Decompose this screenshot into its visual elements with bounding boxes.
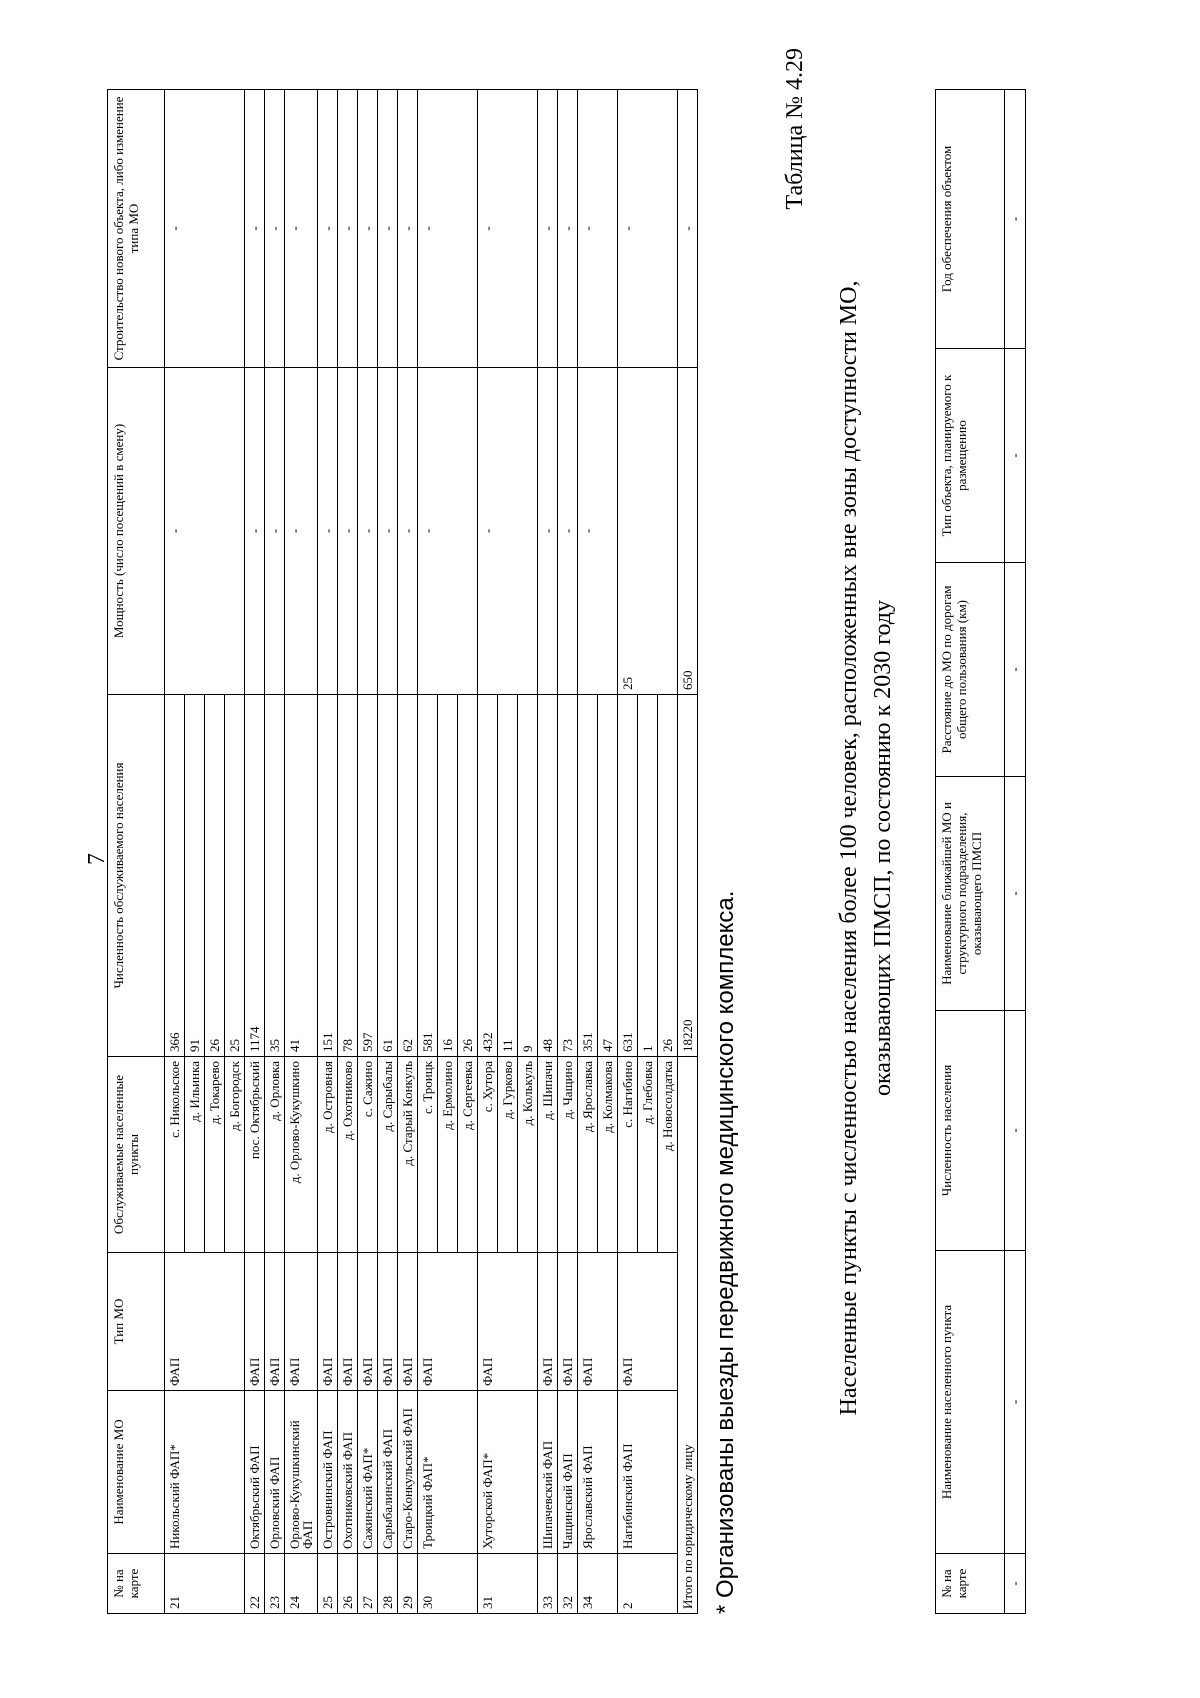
settlement-population: 631 bbox=[618, 695, 638, 1057]
header-cell: Тип объекта, планируемого к размещению bbox=[936, 349, 1005, 563]
mo-type: ФАП bbox=[618, 1253, 638, 1391]
mo-name: Островнинский ФАП bbox=[318, 1391, 338, 1554]
header-cell: Наименование МО bbox=[108, 1391, 165, 1554]
mo-type bbox=[438, 1253, 458, 1391]
table-header-row bbox=[108, 90, 165, 1614]
new-construction bbox=[458, 90, 478, 368]
settlement-population: 26 bbox=[205, 695, 225, 1057]
table-row bbox=[165, 90, 185, 1614]
map-number: 31 bbox=[478, 1554, 498, 1614]
header-cell: Мощность (число посещений в смену) bbox=[108, 368, 165, 695]
mo-power bbox=[185, 368, 205, 695]
mo-type: ФАП bbox=[165, 1253, 185, 1391]
mo-power: - bbox=[398, 368, 418, 695]
new-construction: - bbox=[418, 90, 438, 368]
map-number bbox=[185, 1554, 205, 1614]
mo-name: Орлово-Кукушкинский ФАП bbox=[285, 1391, 318, 1554]
new-construction: - bbox=[538, 90, 558, 368]
map-number: 26 bbox=[338, 1554, 358, 1614]
settlement-population: 61 bbox=[378, 695, 398, 1057]
settlement-population: 41 bbox=[285, 695, 318, 1057]
map-number: 24 bbox=[285, 1554, 318, 1614]
header-cell: Строительство нового объекта, либо изменение типа МО bbox=[108, 90, 165, 368]
table-cell: - bbox=[1005, 777, 1026, 1011]
settlement-name: с. Сажино bbox=[358, 1057, 378, 1253]
mo-type: ФАП bbox=[358, 1253, 378, 1391]
settlement-population: 581 bbox=[418, 695, 438, 1057]
table-row bbox=[438, 90, 458, 1614]
mo-type: ФАП bbox=[578, 1253, 598, 1391]
settlement-name: пос. Октябрьский bbox=[245, 1057, 265, 1253]
settlement-population: 91 bbox=[185, 695, 205, 1057]
new-construction: - bbox=[558, 90, 578, 368]
table-row bbox=[538, 90, 558, 1614]
header-cell: Расстояние до МО по дорогам общего пользования (км) bbox=[936, 563, 1005, 777]
header-cell: Тип МО bbox=[108, 1253, 165, 1391]
mo-type: ФАП bbox=[318, 1253, 338, 1391]
settlement-population: 26 bbox=[458, 695, 478, 1057]
settlement-name: д. Ильинка bbox=[185, 1057, 205, 1253]
mo-type bbox=[598, 1253, 618, 1391]
table-row bbox=[658, 90, 678, 1614]
table-row bbox=[498, 90, 518, 1614]
settlement-population: 73 bbox=[558, 695, 578, 1057]
mo-power bbox=[225, 368, 245, 695]
total-label: Итого по юридическому лицу bbox=[678, 1057, 698, 1614]
mo-type bbox=[185, 1253, 205, 1391]
table-row bbox=[358, 90, 378, 1614]
map-number bbox=[518, 1554, 538, 1614]
map-number: 21 bbox=[165, 1554, 185, 1614]
mo-power bbox=[658, 368, 678, 695]
map-number: 28 bbox=[378, 1554, 398, 1614]
mo-type bbox=[638, 1253, 658, 1391]
settlement-name: д. Сарыбалы bbox=[378, 1057, 398, 1253]
mo-type bbox=[658, 1253, 678, 1391]
header-cell: Численность населения bbox=[936, 1011, 1005, 1251]
mo-name: Ярославский ФАП bbox=[578, 1391, 598, 1554]
new-construction bbox=[658, 90, 678, 368]
mo-type bbox=[205, 1253, 225, 1391]
table-row bbox=[185, 90, 205, 1614]
settlement-population: 16 bbox=[438, 695, 458, 1057]
header-cell: Год обеспечения объектом bbox=[936, 90, 1005, 349]
mo-name: Сажинский ФАП* bbox=[358, 1391, 378, 1554]
mo-name: Охотниковский ФАП bbox=[338, 1391, 358, 1554]
new-construction bbox=[518, 90, 538, 368]
table-row bbox=[598, 90, 618, 1614]
new-construction: - bbox=[338, 90, 358, 368]
mo-type bbox=[225, 1253, 245, 1391]
mo-name bbox=[638, 1391, 658, 1554]
table-row bbox=[518, 90, 538, 1614]
settlement-name: д. Гурково bbox=[498, 1057, 518, 1253]
mo-power: - bbox=[318, 368, 338, 695]
table-row bbox=[205, 90, 225, 1614]
total-population: 18220 bbox=[678, 695, 698, 1057]
settlement-population: 351 bbox=[578, 695, 598, 1057]
mo-power bbox=[518, 368, 538, 695]
mo-name: Орловский ФАП bbox=[265, 1391, 285, 1554]
map-number bbox=[438, 1554, 458, 1614]
table-cell: - bbox=[1005, 1554, 1026, 1614]
mo-power bbox=[458, 368, 478, 695]
mo-power bbox=[598, 368, 618, 695]
settlement-population: 26 bbox=[658, 695, 678, 1057]
map-number: 32 bbox=[558, 1554, 578, 1614]
mo-name: Никольский ФАП* bbox=[165, 1391, 185, 1554]
table-row bbox=[338, 90, 358, 1614]
mo-power: - bbox=[578, 368, 598, 695]
mo-power: - bbox=[418, 368, 438, 695]
new-construction: - bbox=[165, 90, 185, 368]
settlement-population: 1 bbox=[638, 695, 658, 1057]
settlement-name: с. Нагибино bbox=[618, 1057, 638, 1253]
mo-name bbox=[458, 1391, 478, 1554]
table-cell: - bbox=[1005, 1251, 1026, 1554]
mo-power: - bbox=[538, 368, 558, 695]
mo-type: ФАП bbox=[265, 1253, 285, 1391]
header-cell: Наименование ближайшей МО и структурного подразделения, оказывающего ПМСП bbox=[936, 777, 1005, 1011]
settlement-name: д. Ермолино bbox=[438, 1057, 458, 1253]
page-number: 7 bbox=[84, 853, 110, 865]
footnote: * Организованы выезды передвижного медицинского комплекса. bbox=[712, 890, 739, 1614]
table-cell: - bbox=[1005, 90, 1026, 349]
table-cell: - bbox=[1005, 1011, 1026, 1251]
header-cell: № на карте bbox=[936, 1554, 1005, 1614]
map-number bbox=[225, 1554, 245, 1614]
settlement-population: 62 bbox=[398, 695, 418, 1057]
settlement-name: д. Колькуль bbox=[518, 1057, 538, 1253]
new-construction: - bbox=[578, 90, 598, 368]
mo-type bbox=[518, 1253, 538, 1391]
new-construction: - bbox=[245, 90, 265, 368]
table-row bbox=[378, 90, 398, 1614]
new-construction: - bbox=[478, 90, 498, 368]
mo-type: ФАП bbox=[285, 1253, 318, 1391]
table-row bbox=[558, 90, 578, 1614]
table-row bbox=[418, 90, 438, 1614]
mo-type: ФАП bbox=[558, 1253, 578, 1391]
total-build: - bbox=[678, 90, 698, 368]
table-row bbox=[578, 90, 598, 1614]
table-row bbox=[318, 90, 338, 1614]
map-number: 23 bbox=[265, 1554, 285, 1614]
settlement-name: д. Шипачи bbox=[538, 1057, 558, 1253]
table-title-line: оказывающих ПМСП, по состоянию к 2030 году bbox=[870, 599, 896, 1097]
settlement-name: д. Колмакова bbox=[598, 1057, 618, 1253]
map-number bbox=[458, 1554, 478, 1614]
settlement-population: 78 bbox=[338, 695, 358, 1057]
table-row bbox=[638, 90, 658, 1614]
settlement-population: 47 bbox=[598, 695, 618, 1057]
settlement-population: 597 bbox=[358, 695, 378, 1057]
mo-type: ФАП bbox=[378, 1253, 398, 1391]
mo-name: Хуторской ФАП* bbox=[478, 1391, 498, 1554]
mo-name: Старо-Конкульский ФАП bbox=[398, 1391, 418, 1554]
settlement-name: д. Ярославка bbox=[578, 1057, 598, 1253]
settlement-name: д. Новосолдатка bbox=[658, 1057, 678, 1253]
total-row bbox=[678, 90, 698, 1614]
new-construction: - bbox=[378, 90, 398, 368]
new-construction: - bbox=[285, 90, 318, 368]
map-number: 25 bbox=[318, 1554, 338, 1614]
new-construction bbox=[598, 90, 618, 368]
header-cell: Численность обслуживаемого населения bbox=[108, 695, 165, 1057]
settlement-population: 35 bbox=[265, 695, 285, 1057]
settlement-name: д. Чащино bbox=[558, 1057, 578, 1253]
map-number: 22 bbox=[245, 1554, 265, 1614]
mo-power: 25 bbox=[618, 368, 638, 695]
mo-name bbox=[498, 1391, 518, 1554]
mo-name: Октябрьский ФАП bbox=[245, 1391, 265, 1554]
mo-type bbox=[458, 1253, 478, 1391]
table-row bbox=[458, 90, 478, 1614]
mo-name bbox=[598, 1391, 618, 1554]
mo-table-body bbox=[165, 90, 678, 1614]
table-row bbox=[478, 90, 498, 1614]
table-title bbox=[832, 48, 900, 1648]
mo-power: - bbox=[265, 368, 285, 695]
mo-power: - bbox=[165, 368, 185, 695]
new-construction: - bbox=[265, 90, 285, 368]
mo-power: - bbox=[245, 368, 265, 695]
mo-name bbox=[185, 1391, 205, 1554]
new-construction bbox=[438, 90, 458, 368]
mo-power bbox=[498, 368, 518, 695]
settlement-name: с. Никольское bbox=[165, 1057, 185, 1253]
settlement-population: 1174 bbox=[245, 695, 265, 1057]
mo-power: - bbox=[378, 368, 398, 695]
map-number bbox=[205, 1554, 225, 1614]
table-row bbox=[398, 90, 418, 1614]
map-number bbox=[658, 1554, 678, 1614]
settlement-name: д. Глебовка bbox=[638, 1057, 658, 1253]
mo-type bbox=[498, 1253, 518, 1391]
mo-type: ФАП bbox=[245, 1253, 265, 1391]
table-cell: - bbox=[1005, 563, 1026, 777]
mo-name bbox=[205, 1391, 225, 1554]
settlement-name: д. Богородск bbox=[225, 1057, 245, 1253]
mo-power bbox=[638, 368, 658, 695]
new-construction bbox=[205, 90, 225, 368]
mo-type: ФАП bbox=[538, 1253, 558, 1391]
header-cell: Наименование населенного пункта bbox=[936, 1251, 1005, 1554]
mo-name: Сарыбалинский ФАП bbox=[378, 1391, 398, 1554]
table-row bbox=[618, 90, 638, 1614]
settlement-population: 151 bbox=[318, 695, 338, 1057]
mo-name: Шипачевский ФАП bbox=[538, 1391, 558, 1554]
settlement-name: д. Токарево bbox=[205, 1057, 225, 1253]
map-number: 27 bbox=[358, 1554, 378, 1614]
header-cell: № на карте bbox=[108, 1554, 165, 1614]
map-number: 30 bbox=[418, 1554, 438, 1614]
mo-power: - bbox=[558, 368, 578, 695]
mo-name bbox=[518, 1391, 538, 1554]
mo-type: ФАП bbox=[418, 1253, 438, 1391]
settlement-population: 366 bbox=[165, 695, 185, 1057]
mo-name: Чащинский ФАП bbox=[558, 1391, 578, 1554]
settlement-name: д. Орлово-Кукушкино bbox=[285, 1057, 318, 1253]
new-construction bbox=[638, 90, 658, 368]
settlement-population: 432 bbox=[478, 695, 498, 1057]
table-row bbox=[245, 90, 265, 1614]
table-caption: Таблица № 4.29 bbox=[782, 48, 808, 210]
settlement-name: с. Хутора bbox=[478, 1057, 498, 1253]
mo-power: - bbox=[478, 368, 498, 695]
table-row bbox=[285, 90, 318, 1614]
total-power: 650 bbox=[678, 368, 698, 695]
map-number: 2 bbox=[618, 1554, 638, 1614]
settlement-name: д. Сергеевка bbox=[458, 1057, 478, 1253]
new-construction: - bbox=[318, 90, 338, 368]
mo-type: ФАП bbox=[398, 1253, 418, 1391]
new-construction: - bbox=[618, 90, 638, 368]
mo-type: ФАП bbox=[338, 1253, 358, 1391]
new-construction bbox=[225, 90, 245, 368]
mo-power: - bbox=[338, 368, 358, 695]
map-number: 29 bbox=[398, 1554, 418, 1614]
mo-name bbox=[438, 1391, 458, 1554]
mo-name: Нагибинский ФАП bbox=[618, 1391, 638, 1554]
settlement-name: д. Островная bbox=[318, 1057, 338, 1253]
map-number: 34 bbox=[578, 1554, 598, 1614]
table-cell: - bbox=[1005, 349, 1026, 563]
settlement-population: 9 bbox=[518, 695, 538, 1057]
settlement-population: 25 bbox=[225, 695, 245, 1057]
new-construction bbox=[498, 90, 518, 368]
table-header-row bbox=[936, 90, 1005, 1614]
table-row bbox=[225, 90, 245, 1614]
table-row bbox=[1005, 90, 1026, 1614]
mo-power bbox=[205, 368, 225, 695]
settlement-population: 48 bbox=[538, 695, 558, 1057]
mo-table bbox=[107, 89, 698, 1614]
new-construction: - bbox=[358, 90, 378, 368]
map-number bbox=[638, 1554, 658, 1614]
settlement-name: д. Орловка bbox=[265, 1057, 285, 1253]
table-title-line: Населенные пункты с численностью населения более 100 человек, расположенных вне зоны доступности МО, bbox=[836, 280, 862, 1416]
settlement-name: д. Старый Конкуль bbox=[398, 1057, 418, 1253]
map-number: 33 bbox=[538, 1554, 558, 1614]
new-construction bbox=[185, 90, 205, 368]
header-cell: Обслуживаемые населенные пункты bbox=[108, 1057, 165, 1253]
new-construction: - bbox=[398, 90, 418, 368]
mo-name bbox=[658, 1391, 678, 1554]
settlement-name: с. Троицк bbox=[418, 1057, 438, 1253]
mo-name bbox=[225, 1391, 245, 1554]
mo-name: Троицкий ФАП* bbox=[418, 1391, 438, 1554]
settlement-population: 11 bbox=[498, 695, 518, 1057]
mo-type: ФАП bbox=[478, 1253, 498, 1391]
mo-power bbox=[438, 368, 458, 695]
table-row bbox=[265, 90, 285, 1614]
map-number bbox=[498, 1554, 518, 1614]
mo-power: - bbox=[358, 368, 378, 695]
settlements-table bbox=[935, 89, 1026, 1614]
map-number bbox=[598, 1554, 618, 1614]
settlement-name: д. Охотниково bbox=[338, 1057, 358, 1253]
mo-power: - bbox=[285, 368, 318, 695]
